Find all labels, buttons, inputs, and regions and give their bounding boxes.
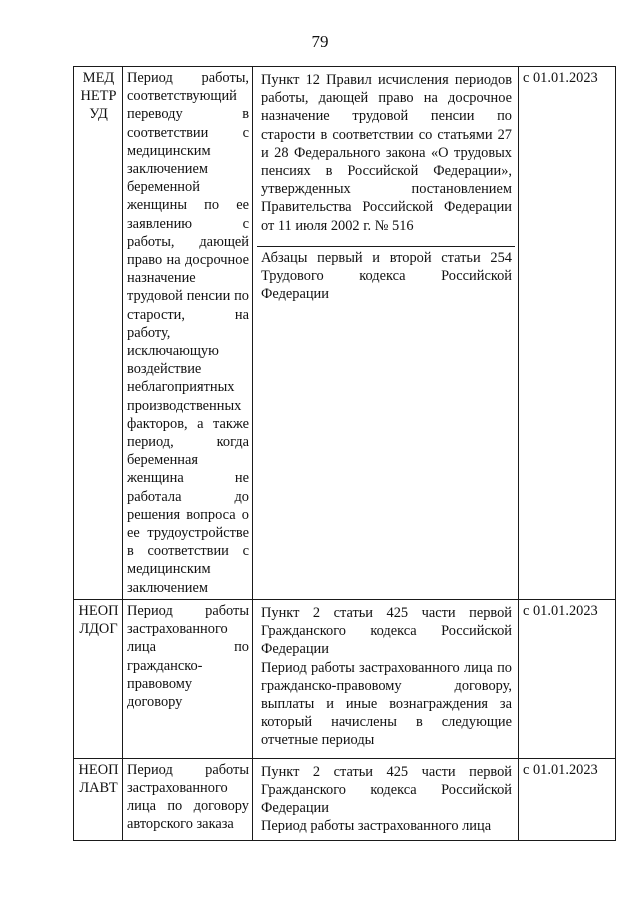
legal-basis-text: Пункт 2 статьи 425 части первой Гражданского кодекса Российской Федерации (261, 604, 512, 658)
period-code-line: УД (89, 106, 108, 123)
legal-basis-text: Период работы застрахованного лица по гражданско-правовому договору, выплаты и иные вознаграждения за который начислены в следующие отчетные периоды (261, 659, 512, 749)
table-row (74, 758, 616, 841)
legal-basis-cell (253, 758, 519, 841)
legal-basis-text: Абзацы первый и второй статьи 254 Трудового кодекса Российской Федерации (261, 249, 512, 303)
page-number: 79 (311, 32, 329, 51)
legal-basis-entry (257, 69, 515, 238)
period-description: Период работы застрахованного лица по договору авторского заказа (123, 758, 253, 841)
legal-basis-cell (253, 599, 519, 758)
effective-date: с 01.01.2023 (519, 599, 616, 758)
effective-date: с 01.01.2023 (519, 758, 616, 841)
period-code-line: ЛДОГ (79, 621, 118, 638)
period-code-cell (74, 67, 123, 600)
period-code-cell (74, 599, 123, 758)
period-code-line: ЛАВТ (79, 779, 118, 796)
legal-basis-entry (257, 602, 515, 756)
period-code-line: НЕОП (78, 761, 119, 778)
legal-basis-text: Пункт 2 статьи 425 части первой Гражданского кодекса Российской Федерации (261, 763, 512, 816)
effective-date: с 01.01.2023 (519, 67, 616, 600)
period-code-cell (74, 758, 123, 841)
legal-basis-text: Пункт 12 Правил исчисления периодов работы, дающей право на досрочное назначение трудовой пенсии по старости в соответствии со статьями 27 и 28 Федерального закона «О трудовых пенсиях в Российской Федерации», утвержденных постановлением Правительства Российской Федерации от 11 июля 2002 г. № 516 (261, 72, 512, 234)
period-code-line: НЕОП (78, 602, 119, 619)
period-description: Период работы застрахованного лица по гражданско-правовому договору (123, 599, 253, 758)
legal-basis-cell (253, 67, 519, 600)
period-description: Период работы, соответствующий переводу в соответствии с медицинским заключением беременной женщины по ее заявлению с работы, дающей право на досрочное назначение трудовой пенсии по старости, на работу, исключающую воздействие неблагоприятных производственных факторов, а также период, когда беременная женщина не работала до решения вопроса о ее трудоустройстве в соответствии с медицинским заключением (123, 67, 253, 600)
periods-table (73, 66, 616, 841)
table-row (74, 67, 616, 600)
legal-basis-text: Период работы застрахованного лица (261, 818, 492, 835)
table-row (74, 599, 616, 758)
period-code-line: НЕТР (80, 88, 117, 105)
legal-basis-entry (257, 246, 515, 307)
period-code-line: МЕД (82, 70, 115, 86)
legal-basis-entry (257, 761, 515, 839)
